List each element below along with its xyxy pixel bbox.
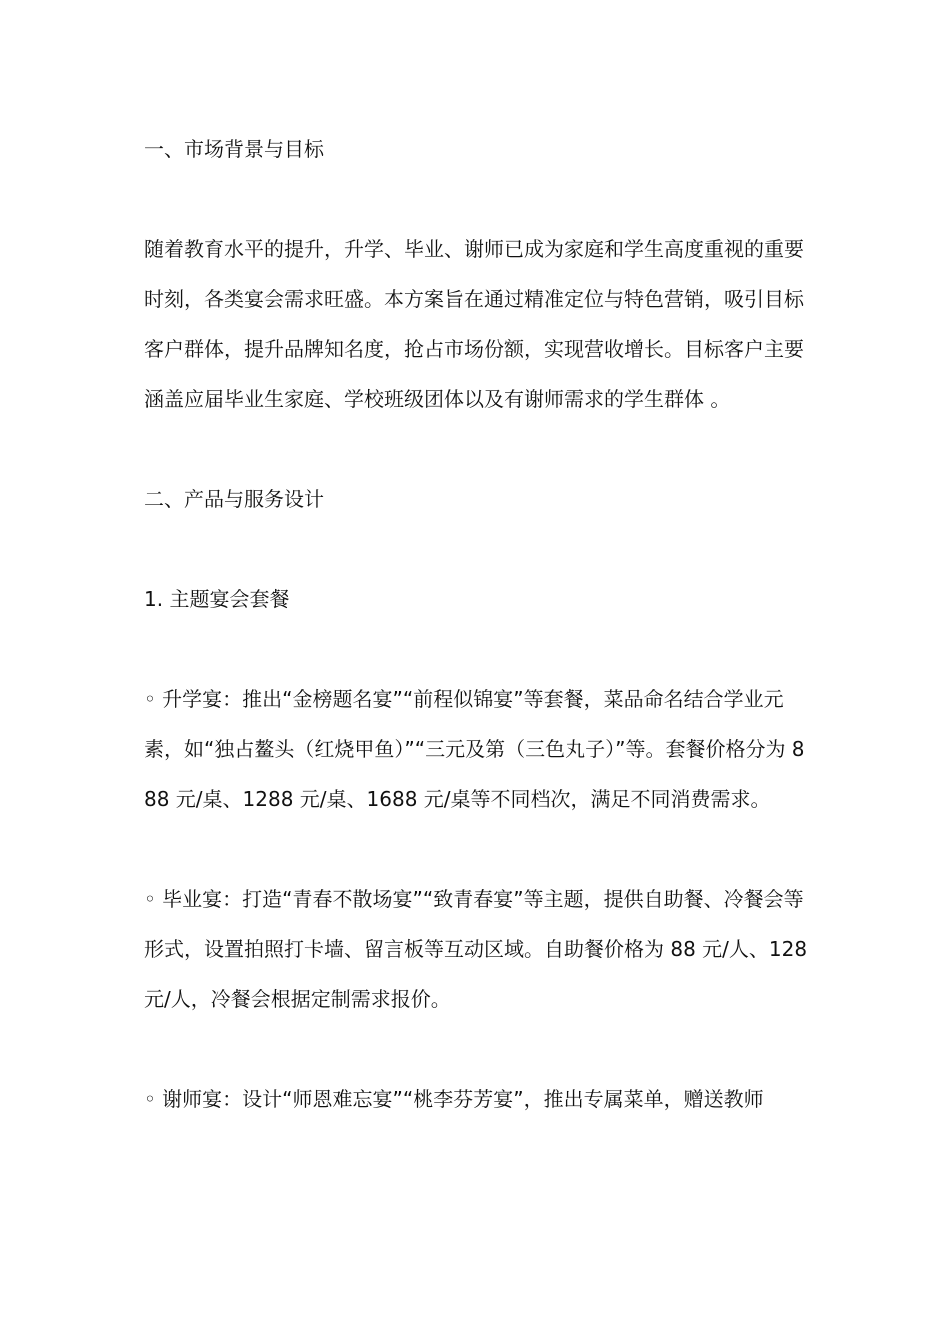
list-item-thank-teacher-banquet: ◦ 谢师宴：设计“师恩难忘宴”“桃李芬芳宴”，推出专属菜单，赠送教师 (144, 1087, 764, 1111)
document-content (144, 124, 808, 1124)
section-heading-market-background: 一、市场背景与目标 (144, 137, 324, 161)
paragraph-spacer (144, 424, 808, 474)
paragraph-spacer (144, 174, 808, 224)
list-item-promotion-banquet: ◦ 升学宴：推出“金榜题名宴”“前程似锦宴”等套餐，菜品命名结合学业元素，如“独占鳌头（红烧甲鱼）”“三元及第（三色丸子）”等。套餐价格分为 888 元/桌、1288 元/桌、1688 元/桌等不同档次，满足不同消费需求。 (144, 687, 805, 811)
section-heading-product-service: 二、产品与服务设计 (144, 487, 324, 511)
paragraph-spacer (144, 824, 808, 874)
paragraph-spacer (144, 524, 808, 574)
market-background-paragraph: 随着教育水平的提升，升学、毕业、谢师已成为家庭和学生高度重视的重要时刻，各类宴会需求旺盛。本方案旨在通过精准定位与特色营销，吸引目标客户群体，提升品牌知名度，抢占市场份额，实现营收增长。目标客户主要涵盖应届毕业生家庭、学校班级团体以及有谢师需求的学生群体 。 (144, 237, 804, 411)
paragraph-spacer (144, 624, 808, 674)
paragraph-spacer (144, 1024, 808, 1074)
subsection-heading-theme-packages: 1. 主题宴会套餐 (144, 587, 290, 611)
list-item-graduation-banquet: ◦ 毕业宴：打造“青春不散场宴”“致青春宴”等主题，提供自助餐、冷餐会等形式，设置拍照打卡墙、留言板等互动区域。自助餐价格为 88 元/人、128 元/人，冷餐会根据定制需求报价。 (144, 887, 808, 1011)
